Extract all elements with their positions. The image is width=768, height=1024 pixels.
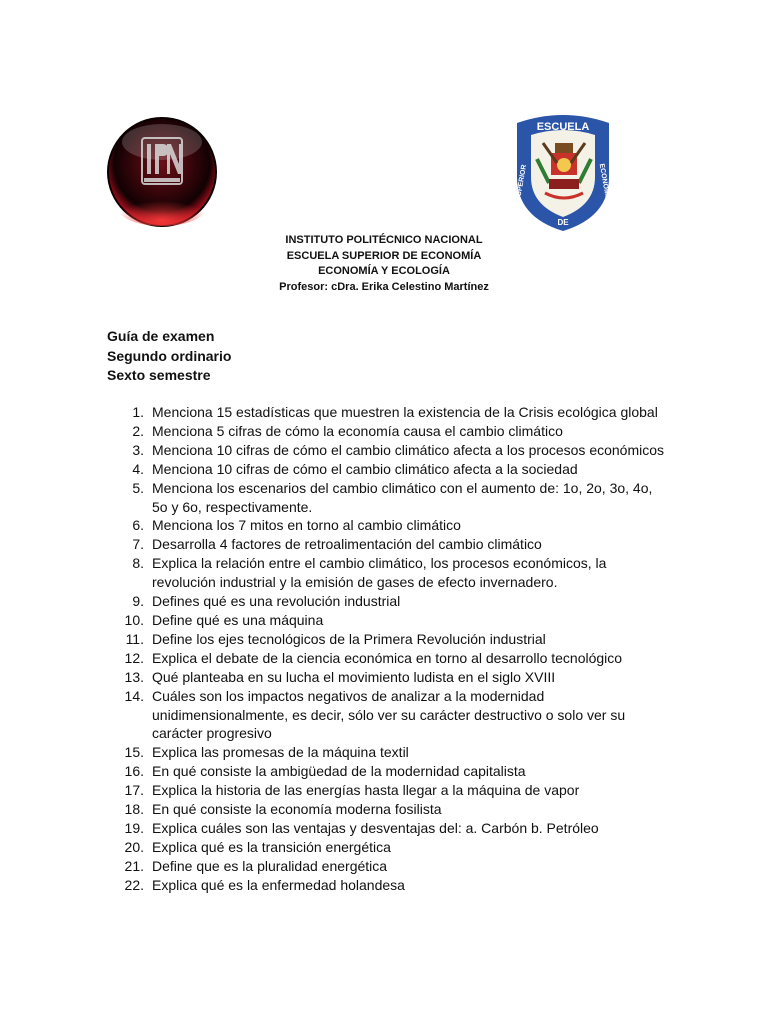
question-item — [107, 876, 667, 895]
question-number: 22. — [124, 876, 144, 893]
question-text: Desarrolla 4 factores de retroalimentación del cambio climático — [152, 536, 542, 553]
question-item — [107, 403, 667, 422]
question-number: 20. — [124, 838, 144, 855]
ese-logo-left-text: SUPERIOR — [514, 164, 529, 202]
question-text: Menciona 5 cifras de cómo la economía causa el cambio climático — [152, 422, 563, 439]
question-text: Menciona los 7 mitos en torno al cambio climático — [152, 517, 461, 534]
question-item — [107, 479, 667, 517]
question-number: 14. — [124, 687, 144, 704]
question-number: 2. — [132, 422, 144, 439]
question-text: Defines qué es una revolución industrial — [152, 593, 401, 610]
question-item — [107, 592, 667, 611]
question-item — [107, 800, 667, 819]
question-item — [107, 668, 667, 687]
question-number: 12. — [124, 649, 144, 666]
question-number: 13. — [124, 668, 144, 685]
question-text: Define que es la pluralidad energética — [152, 857, 388, 874]
ese-logo-right-text: ECONOMIA — [597, 163, 612, 203]
question-text: Menciona 15 estadísticas que muestren la existencia de la Crisis ecológica global — [152, 404, 658, 420]
school-name: ESCUELA SUPERIOR DE ECONOMÍA — [286, 249, 482, 262]
course-name: ECONOMÍA Y ECOLOGÍA — [318, 265, 450, 277]
guide-title-line: Guía de examen — [107, 328, 215, 344]
question-number: 4. — [132, 460, 144, 477]
question-item — [107, 838, 667, 857]
professor-name: Profesor: cDra. Erika Celestino Martínez — [279, 280, 489, 293]
question-list — [107, 403, 667, 895]
question-text: En qué consiste la economía moderna fosilista — [152, 801, 442, 818]
question-text: Explica cuáles son las ventajas y desventajas del: a. Carbón b. Petróleo — [152, 819, 599, 836]
document-header — [0, 233, 768, 295]
question-number: 8. — [132, 555, 144, 572]
question-number: 6. — [132, 517, 144, 534]
question-item — [107, 649, 667, 668]
question-text: Explica la historia de las energías hasta llegar a la máquina de vapor — [152, 782, 580, 799]
question-text: Define qué es una máquina — [152, 611, 324, 628]
question-item — [107, 762, 667, 781]
question-text: Explica la relación entre el cambio climático, los procesos económicos, la revolución industrial y la emisión de gases de efecto invernadero. — [152, 555, 607, 591]
question-number: 10. — [124, 611, 144, 628]
question-text: Explica el debate de la ciencia económica en torno al desarrollo tecnológico — [152, 649, 623, 666]
question-item — [107, 460, 667, 479]
question-item — [107, 611, 667, 630]
question-item — [107, 857, 667, 876]
question-item — [107, 422, 667, 441]
institution-name: INSTITUTO POLITÉCNICO NACIONAL — [285, 234, 483, 246]
question-number: 16. — [124, 763, 144, 780]
question-text: Cuáles son los impactos negativos de analizar a la modernidad unidimensionalmente, es decir, sólo ver su carácter destructivo o solo ver su carácter progresivo — [152, 687, 626, 742]
question-item — [107, 630, 667, 649]
question-number: 3. — [132, 441, 144, 458]
guide-period-line: Segundo ordinario — [107, 347, 232, 364]
question-item — [107, 743, 667, 762]
guide-semester-line: Sexto semestre — [107, 367, 211, 383]
question-text: Menciona 10 cifras de cómo el cambio climático afecta a los procesos económicos — [152, 441, 665, 458]
question-number: 21. — [124, 857, 144, 874]
question-text: Qué planteaba en su lucha el movimiento ludista en el siglo XVIII — [152, 668, 556, 685]
ese-logo-top-text: ESCUELA — [536, 121, 590, 133]
question-number: 15. — [124, 744, 144, 761]
question-number: 9. — [132, 593, 144, 610]
ipn-logo-graphic — [106, 112, 218, 232]
question-number: 5. — [132, 479, 144, 496]
question-text: Menciona 10 cifras de cómo el cambio climático afecta a la sociedad — [152, 460, 578, 477]
question-text: Explica qué es la enfermedad holandesa — [152, 876, 405, 893]
guide-title-block — [107, 327, 231, 386]
ese-logo — [509, 113, 617, 233]
question-text: Define los ejes tecnológicos de la Primera Revolución industrial — [152, 630, 546, 647]
question-text: Menciona los escenarios del cambio climático con el aumento de: 1o, 2o, 3o, 4o, 5o y 6o, respectivamente. — [152, 479, 653, 515]
question-text: En qué consiste la ambigüedad de la modernidad capitalista — [152, 763, 526, 780]
question-item — [107, 687, 667, 744]
question-number: 17. — [124, 782, 144, 799]
question-item — [107, 781, 667, 800]
ipn-logo — [106, 112, 218, 232]
question-number: 19. — [124, 819, 144, 836]
question-text: Explica qué es la transición energética — [152, 838, 391, 855]
ese-logo-bottom-text: DE — [557, 218, 569, 227]
question-item — [107, 819, 667, 838]
question-number: 11. — [125, 630, 144, 647]
question-number: 7. — [132, 536, 144, 553]
question-number: 18. — [124, 801, 144, 818]
question-item — [107, 441, 667, 460]
question-text: Explica las promesas de la máquina textil — [152, 744, 409, 761]
question-item — [107, 516, 667, 535]
question-item — [107, 535, 667, 554]
question-item — [107, 554, 667, 592]
question-number: 1. — [132, 404, 144, 420]
ese-logo-graphic — [509, 113, 617, 233]
